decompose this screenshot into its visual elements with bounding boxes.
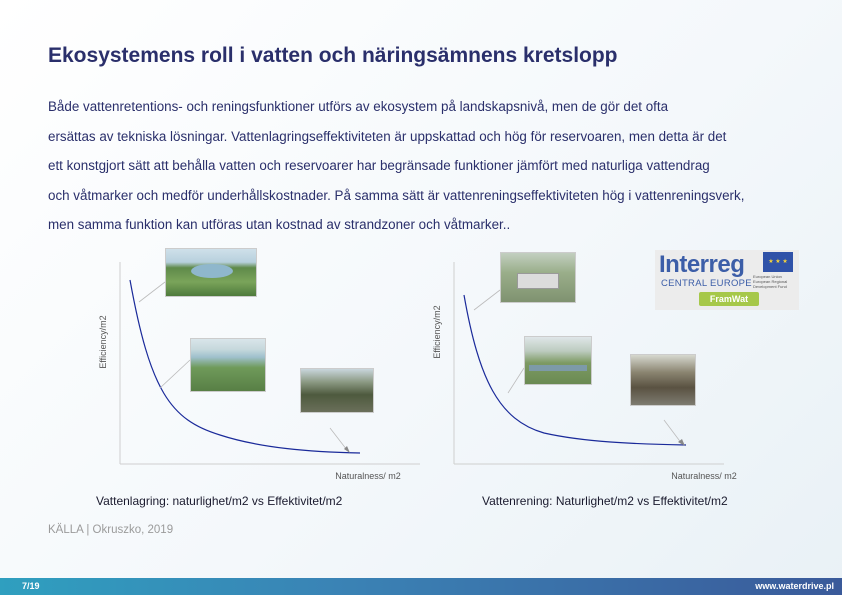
paragraph-line: och våtmarker och medför underhållskostnader. På samma sätt är vattenreningseffektiviteten hög i vattenreningsverk,: [48, 187, 745, 203]
y-axis-label: Efficiency/m2: [98, 315, 108, 369]
reservoir-water: [191, 264, 233, 278]
photo-wetland-forest: [630, 354, 696, 406]
channel: [529, 365, 587, 371]
chart-caption-storage: Vattenlagring: naturlighet/m2 vs Effektivitet/m2: [96, 494, 343, 508]
source-citation: KÄLLA | Okruszko, 2019: [48, 524, 174, 536]
interreg-logo: [655, 250, 799, 310]
callout-line: [664, 420, 682, 444]
callout-line: [474, 290, 500, 310]
paragraph-line: ett konstgjort sätt att behålla vatten och reservoarer har begränsade funktioner jämfört med naturliga vattendrag: [48, 158, 710, 173]
photo-buffer-zone: [524, 336, 592, 385]
page-title: Ekosystemens roll i vatten och näringsämnens kretslopp: [48, 44, 618, 67]
chart-caption-purification: Vattenrening: Naturlighet/m2 vs Effektivitet/m2: [482, 494, 728, 508]
photo-treatment-plant: [500, 252, 576, 303]
logo-brand: Interreg: [659, 251, 745, 278]
x-axis-label: Naturalness/ m2: [671, 471, 737, 481]
eu-text: European Union European Regional Development Fund: [753, 274, 788, 289]
logo-program: CENTRAL EUROPE: [661, 278, 752, 289]
treatment-tanks: [517, 273, 559, 289]
photo-floodplain: [190, 338, 266, 392]
paragraph-line: men samma funktion kan utföras utan kostnad av strandzoner och våtmarker..: [48, 217, 511, 232]
eu-flag-icon: ★ ★ ★: [763, 252, 793, 272]
callout-line: [160, 360, 190, 388]
paragraph-line: Både vattenretentions- och reningsfunktioner utförs av ekosystem på landskapsnivå, men de gör det ofta: [48, 99, 669, 114]
photo-forest-stream: [300, 368, 374, 413]
callout-line: [330, 428, 347, 450]
photo-reservoir: [165, 248, 257, 297]
logo-project-badge: FramWat: [699, 292, 759, 306]
footer-url[interactable]: www.waterdrive.pl: [755, 581, 834, 591]
body-paragraph: [48, 92, 808, 240]
y-axis-label: Efficiency/m2: [432, 305, 442, 359]
callout-line: [139, 282, 165, 302]
paragraph-line: ersättas av tekniska lösningar. Vattenlagringseffektiviteten är uppskattad och hög för reservoaren, men detta är det: [48, 128, 727, 144]
x-axis-label: Naturalness/ m2: [335, 471, 401, 481]
callout-line: [508, 368, 524, 393]
footer-bar: [0, 578, 842, 595]
page-number: 7/19: [22, 581, 40, 591]
